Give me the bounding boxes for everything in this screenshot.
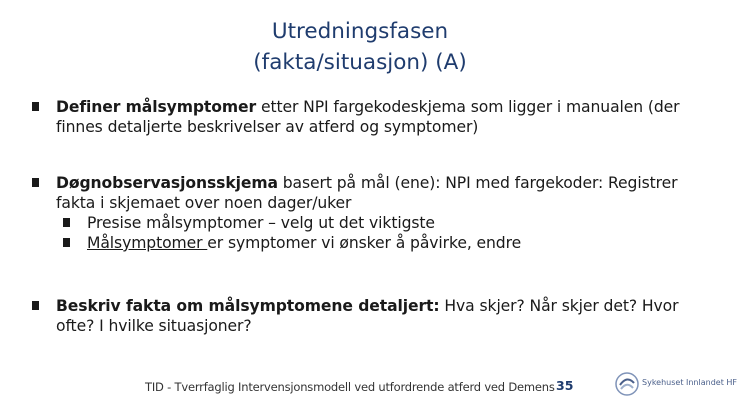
footer-text: TID - Tverrfaglig Intervensjonsmodell ved utfordrende atferd ved Demens: [145, 380, 555, 394]
bullet-observation-schema: [32, 173, 702, 253]
hospital-logo: [614, 369, 737, 399]
sub-bullet-text: er symptomer vi ønsker å påvirke, endre: [207, 234, 522, 252]
bullet-text: Hva skjer? Når skjer det? Hvor ofte? I hvilke situasjoner?: [56, 297, 679, 335]
sub-bullet-text: Presise målsymptomer – velg ut det viktigste: [87, 214, 435, 232]
bullet-text: basert på mål (ene): NPI med fargekoder: Registrer fakta i skjemaet over noen dager/uker: [56, 174, 678, 212]
square-bullet-icon: [32, 102, 39, 111]
sub-bullet-precise-symptoms: [32, 213, 702, 233]
logo-emblem-icon: [614, 371, 640, 397]
square-bullet-icon: [32, 301, 39, 310]
sub-bullet-symptom-definition: [32, 233, 702, 253]
slide-title-line-1: Utredningsfasen: [271, 19, 449, 44]
bullet-text: etter NPI fargekodeskjema som ligger i manualen (der finnes detaljerte beskrivelser av atferd og symptomer): [56, 98, 680, 136]
sub-bullet-underlined-text: Målsymptomer: [87, 234, 208, 252]
slide-title-line-2: (fakta/situasjon) (A): [253, 50, 467, 75]
logo-text: Sykehuset Innlandet HF: [642, 378, 737, 387]
bullet-bold-text: Beskriv fakta om målsymptomene detaljert:: [56, 297, 440, 315]
bullet-bold-text: Definer målsymptomer: [56, 98, 257, 116]
bullet-row: [32, 173, 702, 213]
square-bullet-icon: [32, 178, 39, 187]
square-bullet-icon: [63, 218, 70, 227]
slide-title: [0, 16, 720, 78]
bullet-row: [32, 97, 702, 137]
bullet-row: [32, 296, 702, 336]
page-number: 35: [556, 378, 574, 393]
bullet-bold-text: Døgnobservasjonsskjema: [56, 174, 278, 192]
bullet-describe-facts: [32, 296, 702, 336]
square-bullet-icon: [63, 238, 70, 247]
bullet-define-target-symptoms: [32, 97, 702, 137]
